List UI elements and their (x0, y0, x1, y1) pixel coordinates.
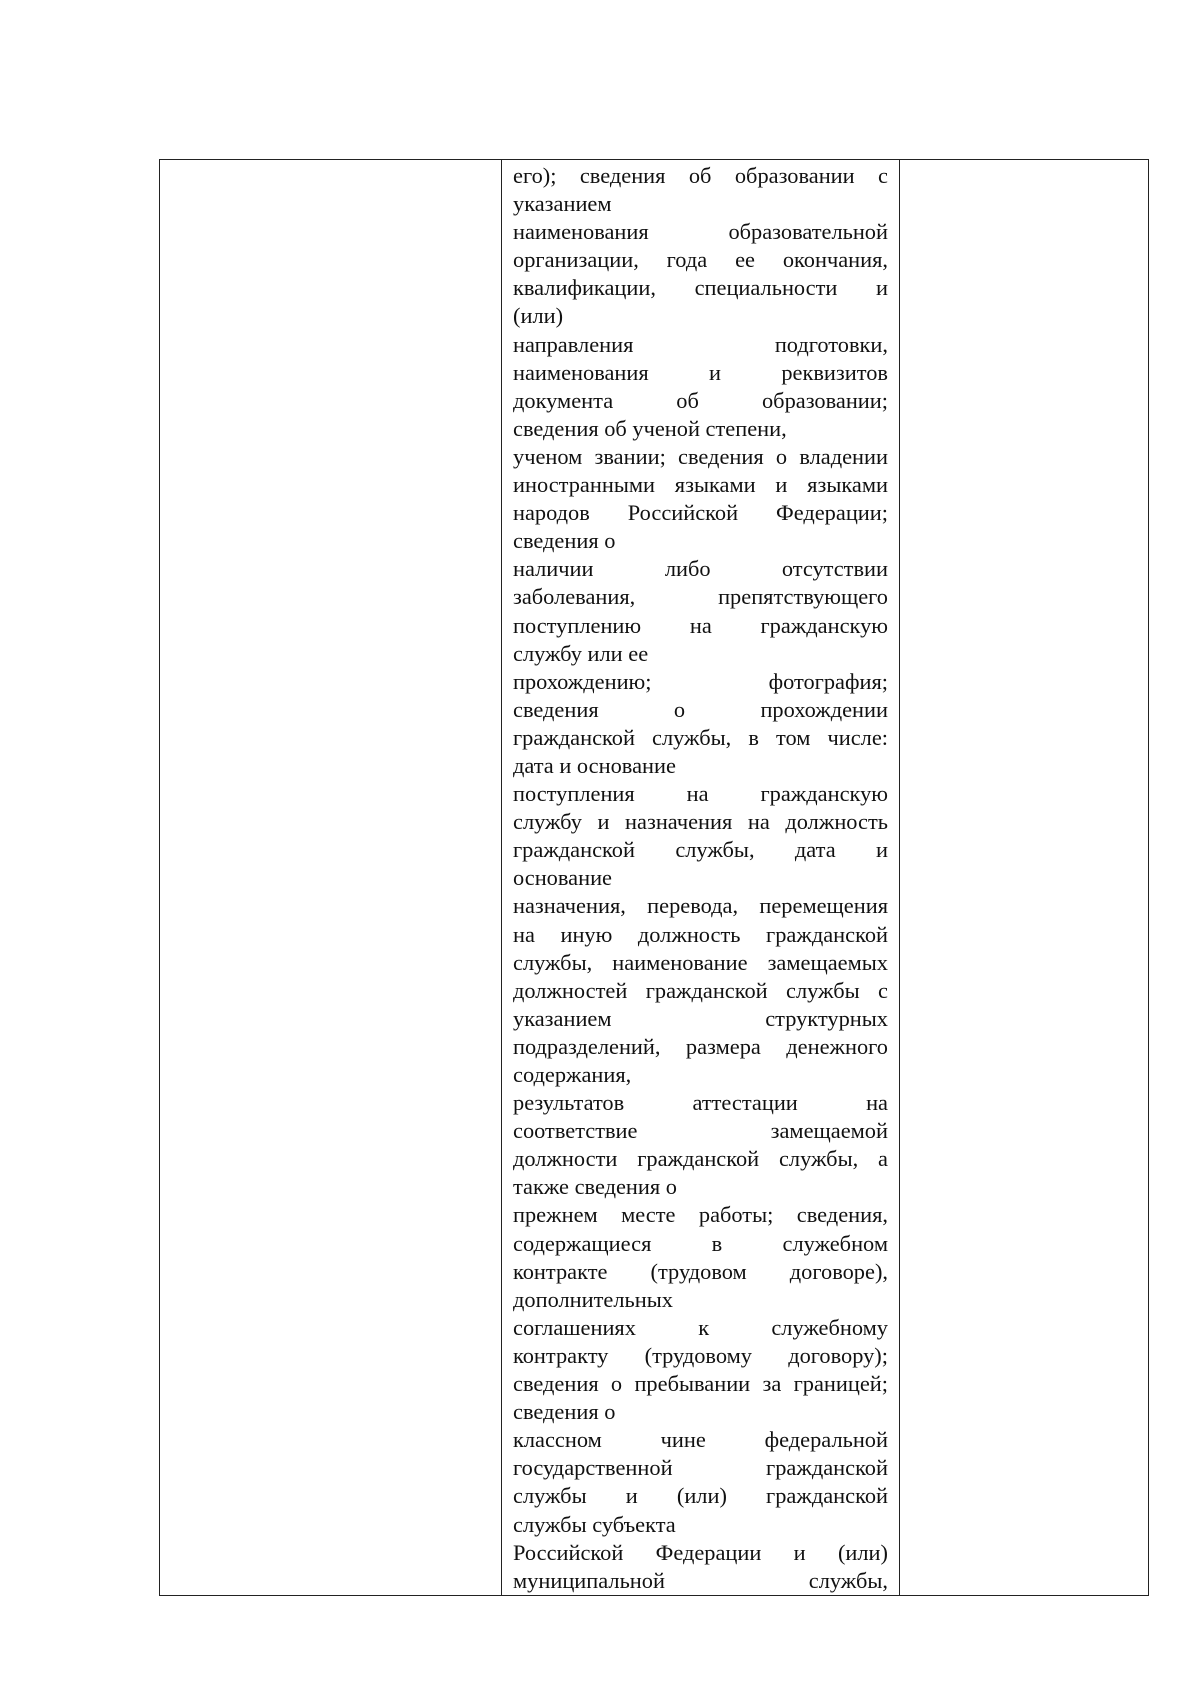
text-line: службу и назначения на должность (513, 809, 888, 835)
text-line: (или) (513, 303, 564, 329)
text-line: результатов аттестации на (513, 1090, 888, 1116)
text-line: ученом звании; сведения о владении (513, 443, 888, 469)
text-line: заболевания, препятствующего (513, 584, 888, 610)
text-line: должностей гражданской службы с (513, 977, 888, 1003)
text-line: наименования и реквизитов (513, 359, 888, 385)
right-cell (900, 160, 1149, 1596)
text-line: организации, года ее окончания, (513, 247, 888, 273)
text-line: направления подготовки, (513, 331, 888, 357)
text-line: гражданской службы, в том числе: (513, 724, 888, 750)
text-line: содержания, (513, 1062, 632, 1087)
text-line: на иную должность гражданской (513, 921, 888, 947)
text-line: сведения о пребывании за границей; (513, 1371, 888, 1397)
middle-cell-text (502, 160, 899, 1595)
text-line: поступлению на гражданскую (513, 612, 888, 638)
text-line: также сведения о (513, 1174, 677, 1200)
text-line: гражданской службы, дата и (513, 837, 888, 863)
text-line: службу или ее (513, 640, 649, 666)
text-line: наличии либо отсутствии (513, 556, 888, 582)
text-line: муниципальной службы, (513, 1567, 888, 1593)
text-line: сведения о прохождении (513, 696, 888, 722)
middle-cell (502, 160, 900, 1596)
text-line: контракту (трудовому договору); (513, 1342, 888, 1368)
text-line: соответствие замещаемой (513, 1118, 888, 1144)
text-line: прохождению; фотография; (513, 668, 888, 694)
text-line: квалификации, специальности и (513, 275, 888, 301)
text-line: дата и основание (513, 752, 676, 778)
text-line: народов Российской Федерации; (513, 500, 888, 526)
text-line: контракте (трудовом договоре), (513, 1258, 888, 1284)
text-line: классном чине федеральной (513, 1427, 888, 1453)
text-line: государственной гражданской (513, 1455, 888, 1481)
text-line: службы субъекта (513, 1511, 676, 1537)
text-line: службы, наименование замещаемых (513, 949, 888, 975)
right-cell-text (900, 160, 1148, 162)
text-line: сведения об ученой степени, (513, 415, 787, 441)
text-line: Российской Федерации и (или) (513, 1539, 888, 1565)
text-line: основание (513, 865, 612, 891)
text-line: подразделений, размера денежного (513, 1033, 888, 1059)
left-cell (160, 160, 502, 1596)
text-line: его); сведения об образовании с (513, 163, 888, 188)
text-line: службы и (или) гражданской (513, 1483, 888, 1509)
text-line: содержащиеся в служебном (513, 1230, 888, 1256)
text-line: сведения о (513, 1399, 616, 1425)
document-table (159, 159, 1149, 1596)
text-line: иностранными языками и языками (513, 472, 888, 498)
text-line: наименования образовательной (513, 219, 888, 245)
text-line: документа об образовании; (513, 387, 888, 413)
left-cell-text (160, 160, 501, 162)
text-line: указанием (513, 191, 612, 217)
text-line: указанием структурных (513, 1005, 888, 1031)
text-line: соглашениях к служебному (513, 1314, 888, 1340)
text-line: дополнительных (513, 1286, 673, 1312)
text-line: назначения, перевода, перемещения (513, 893, 888, 919)
text-line: сведения о (513, 528, 616, 554)
text-line: прежнем месте работы; сведения, (513, 1202, 888, 1228)
text-line: поступления на гражданскую (513, 781, 888, 807)
table-row (160, 160, 1149, 1596)
text-line: должности гражданской службы, а (513, 1146, 888, 1172)
